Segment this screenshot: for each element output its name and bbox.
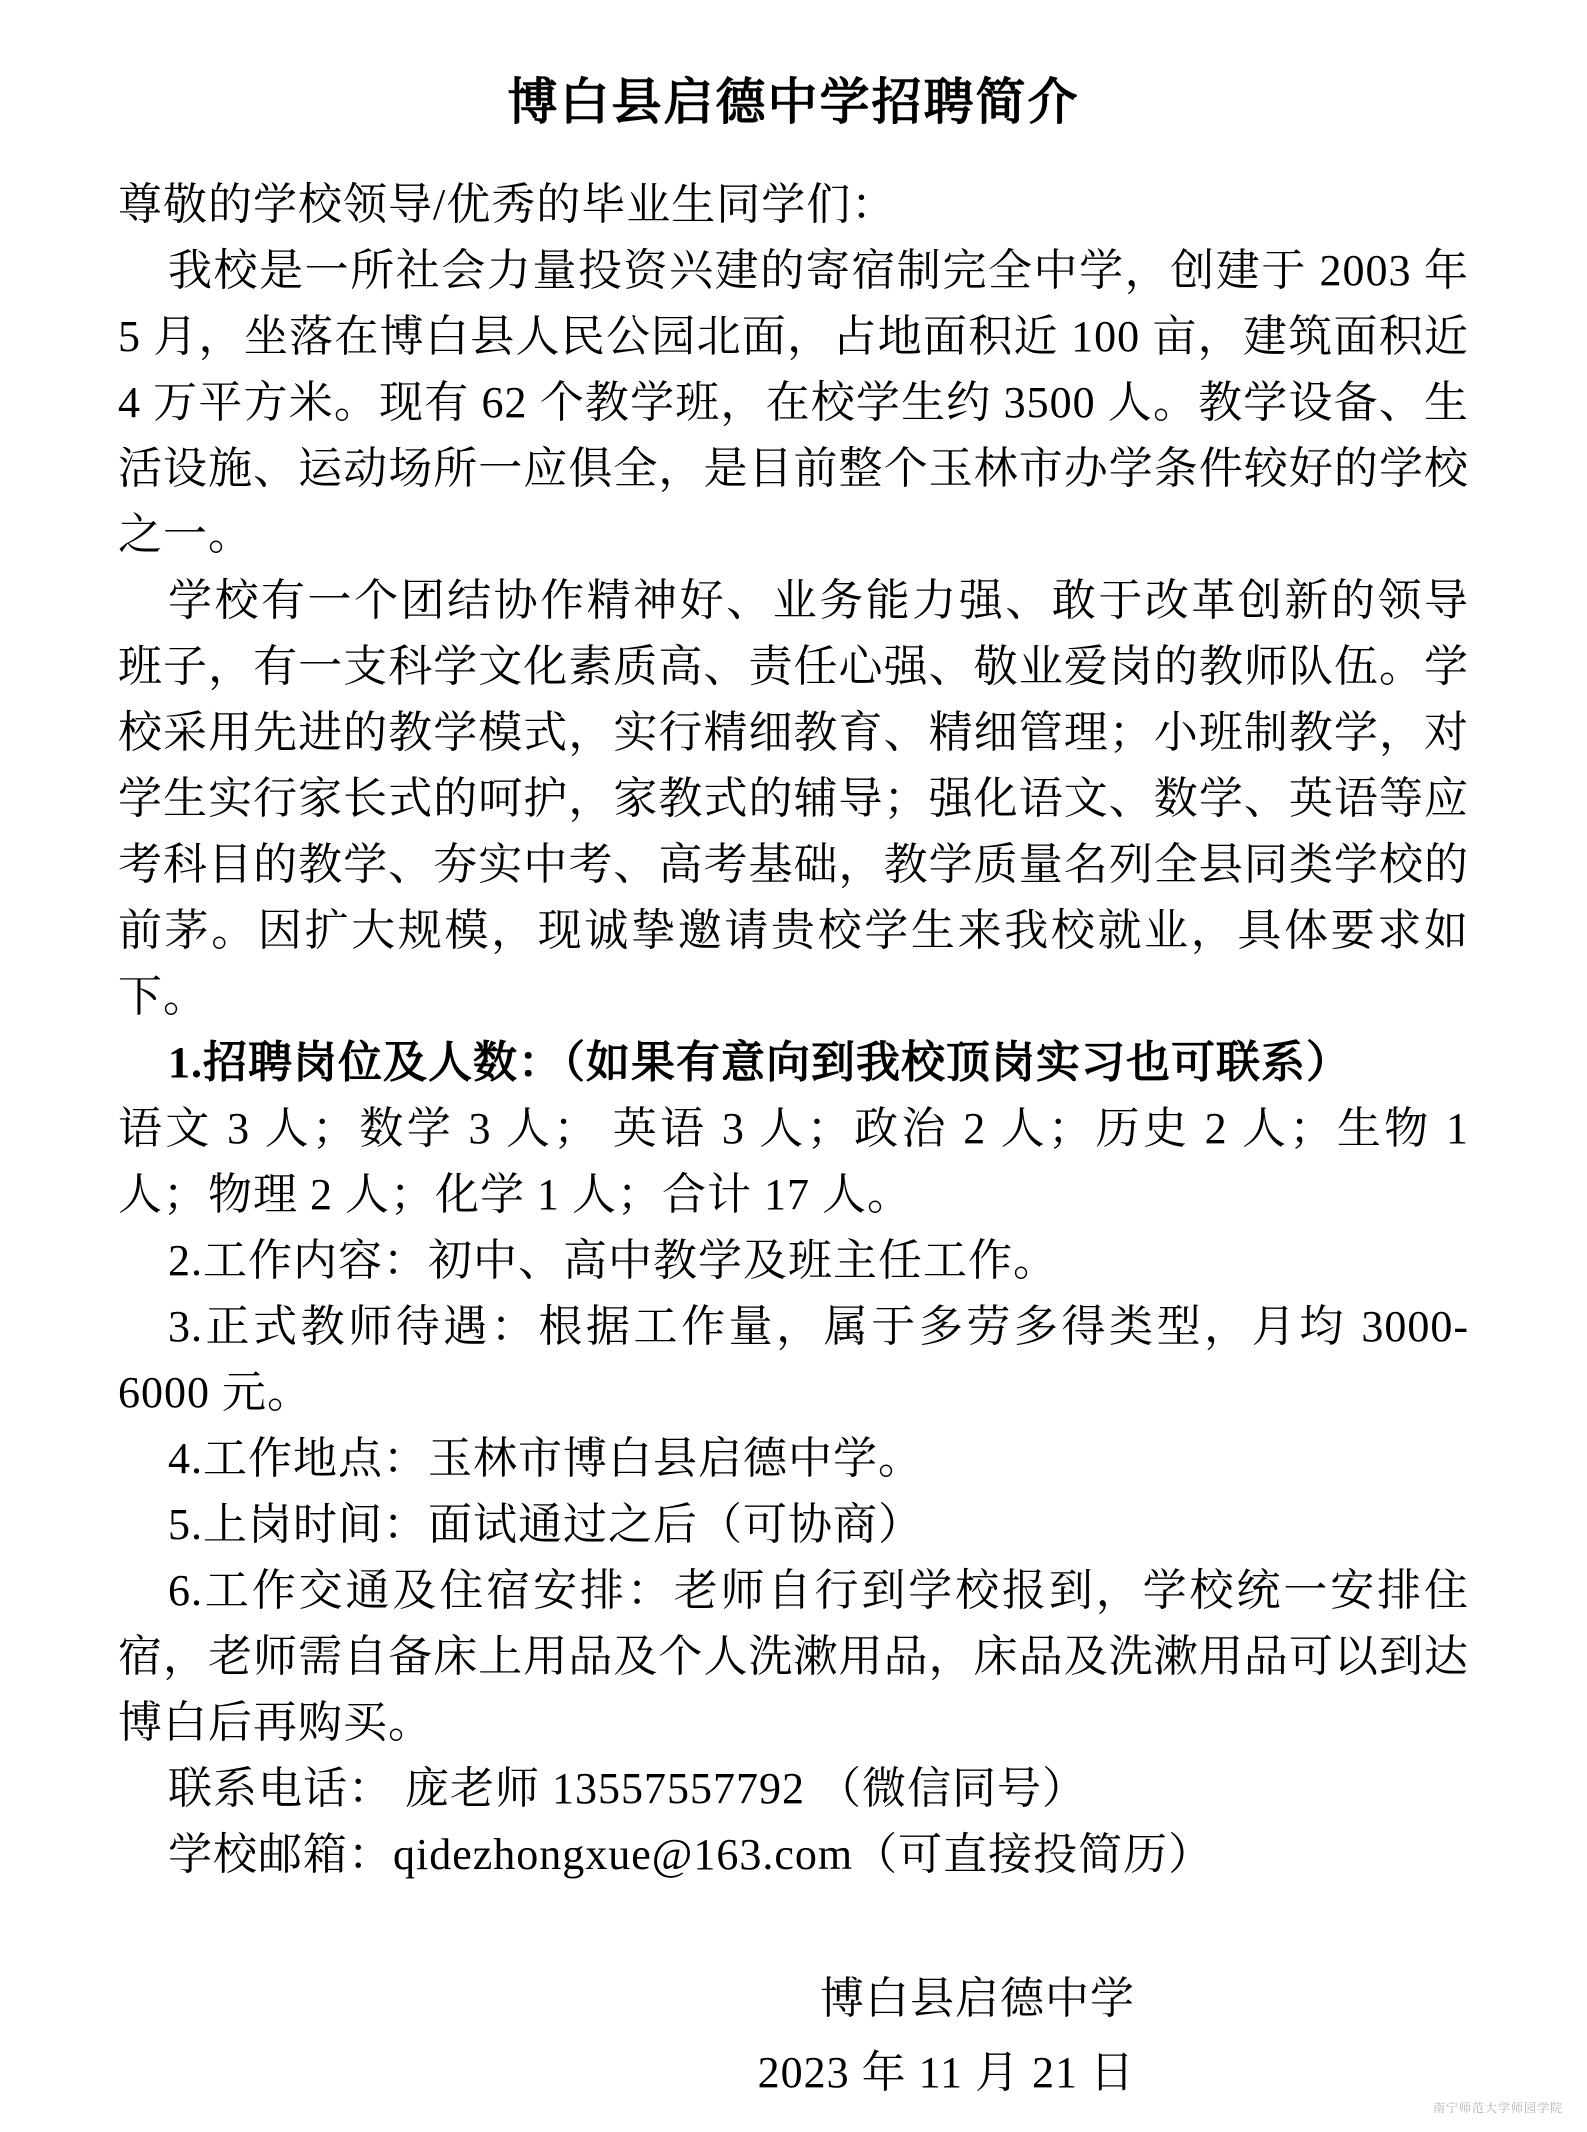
paragraph-faculty: 学校有一个团结协作精神好、业务能力强、敢于改革创新的领导班子，有一支科学文化素质高、责任心强、敬业爱岗的教师队伍。学校采用先进的教学模式，实行精细教育、精细管理；小班制教学，对学生实行家长式的呵护，家教式的辅导；强化语文、数学、英语等应考科目的教学、夯实中考、高考基础，教学质量名列全县同类学校的前茅。因扩大规模，现诚挚邀请贵校学生来我校就业，具体要求如下。	[118, 576, 1469, 1021]
item-teacher-salary: 3.正式教师待遇：根据工作量，属于多劳多得类型，月均 3000-6000 元。	[118, 1302, 1469, 1417]
greeting-line: 尊敬的学校领导/优秀的毕业生同学们：	[118, 180, 897, 229]
recruit-positions-list: 语文 3 人；数学 3 人； 英语 3 人；政治 2 人；历史 2 人；生物 1 人；物理 2 人；化学 1 人；合计 17 人。	[118, 1104, 1469, 1219]
signature-block	[118, 1962, 1469, 2110]
signature-school-name: 博白县启德中学	[820, 1974, 1135, 2023]
signature-date: 2023 年 11 月 21 日	[757, 2048, 1135, 2097]
item-accommodation: 6.工作交通及住宿安排：老师自行到学校报到，学校统一安排住宿，老师需自备床上用品及个人洗漱用品，床品及洗漱用品可以到达博白后再购买。	[118, 1566, 1469, 1747]
document-title: 博白县启德中学招聘简介	[507, 74, 1080, 130]
item-work-content: 2.工作内容：初中、高中教学及班主任工作。	[168, 1236, 1058, 1285]
watermark-text: 南宁师范大学师园学院	[1432, 2101, 1563, 2115]
recruit-positions-heading: 1.招聘岗位及人数：（如果有意向到我校顶岗实习也可联系）	[168, 1038, 1351, 1087]
item-start-time: 5.上岗时间：面试通过之后（可协商）	[168, 1500, 923, 1549]
contact-phone-line: 联系电话： 庞老师 13557557792 （微信同号）	[168, 1764, 1087, 1813]
item-work-location: 4.工作地点：玉林市博白县启德中学。	[168, 1434, 923, 1483]
contact-email-line: 学校邮箱：qidezhongxue@163.com（可直接投简历）	[168, 1830, 1214, 1879]
paragraph-school-intro: 我校是一所社会力量投资兴建的寄宿制完全中学，创建于 2003 年 5 月，坐落在博白县人民公园北面，占地面积近 100 亩，建筑面积近 4 万平方米。现有 62 个教学班，在校学生约 3500 人。教学设备、生活设施、运动场所一应俱全，是目前整个玉林市办学条件较好的学校之一。	[118, 246, 1469, 559]
